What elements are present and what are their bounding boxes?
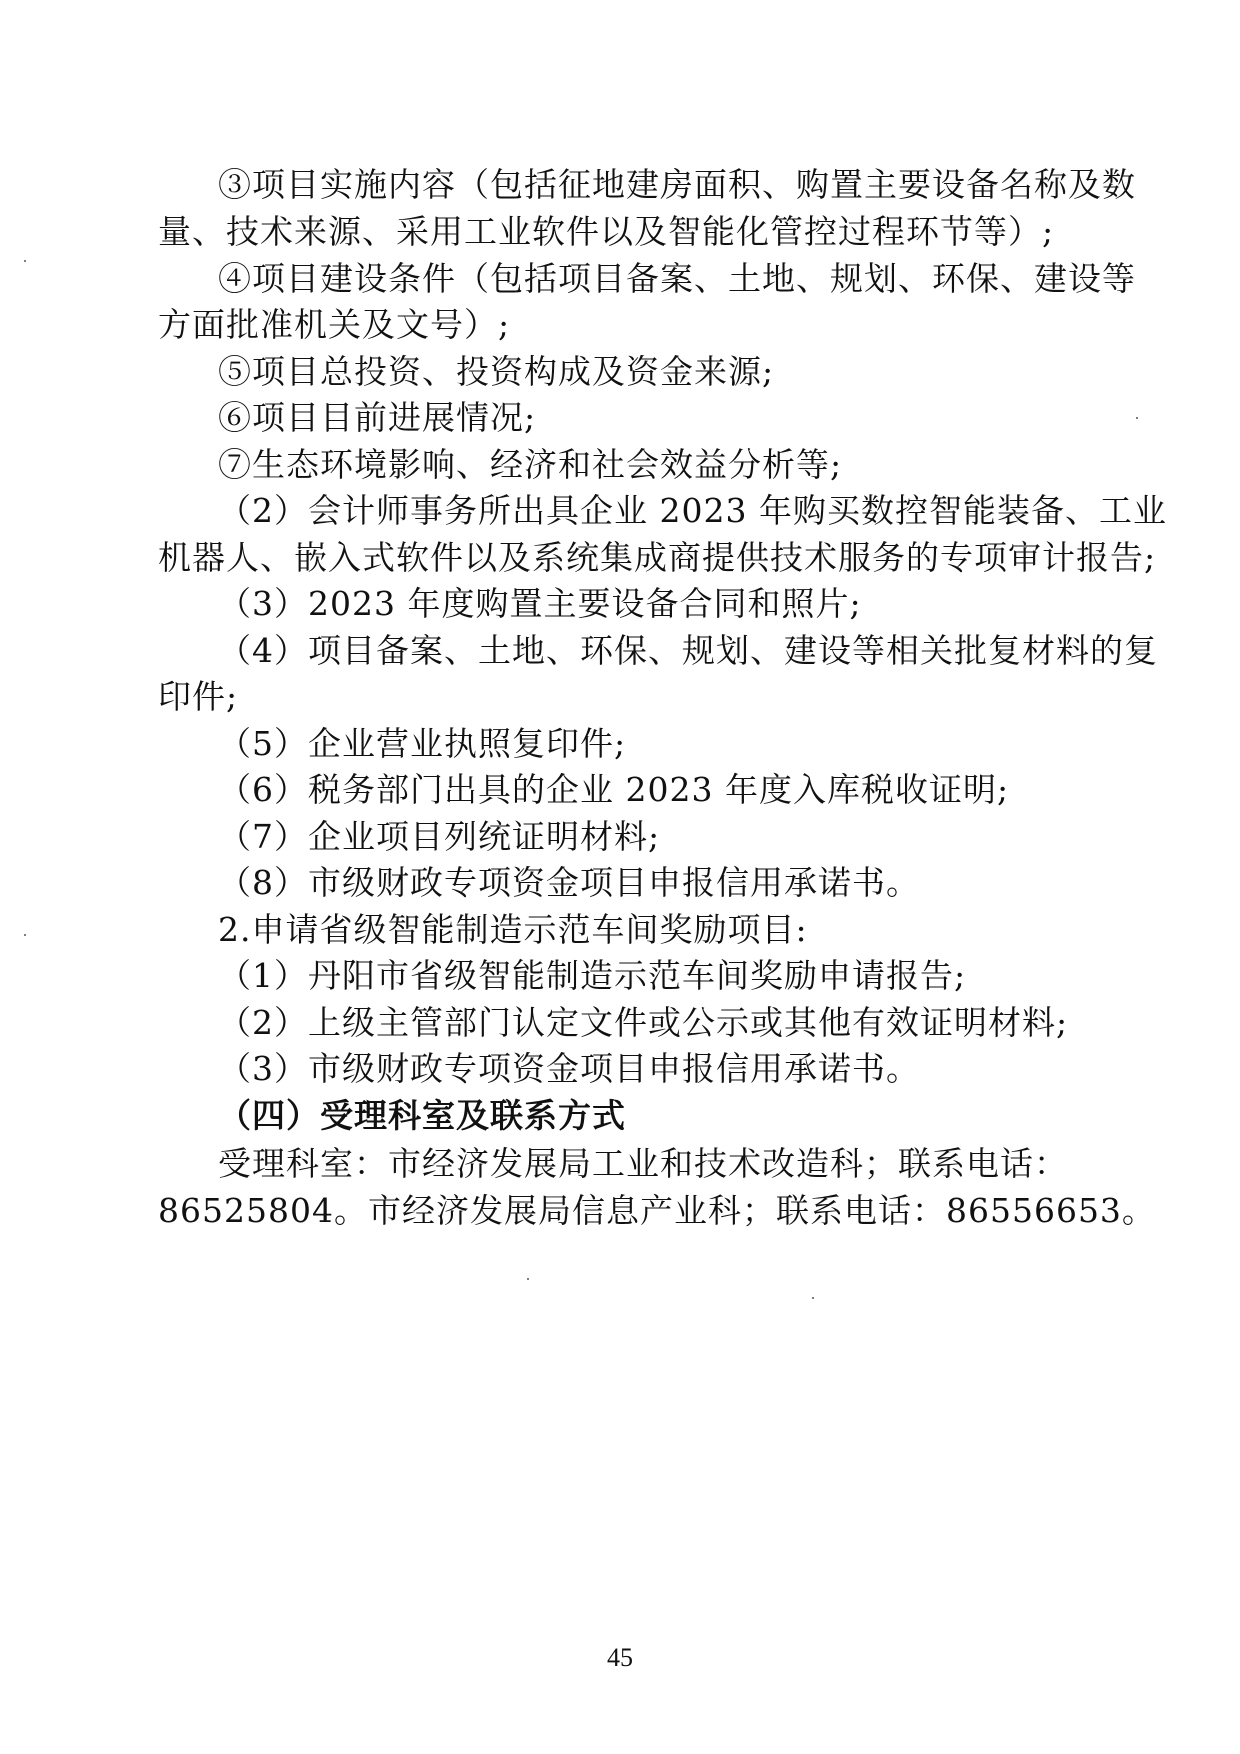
section-heading-contact: （四）受理科室及联系方式 (218, 1096, 626, 1135)
text-line-progress: ⑥项目目前进展情况; (218, 398, 537, 437)
text-line-workshop-application: （1）丹阳市省级智能制造示范车间奖励申请报告; (218, 956, 967, 995)
text-line-project-content: ③项目实施内容（包括征地建房面积、购置主要设备名称及数 (218, 165, 1136, 204)
text-line-approval-materials-cont: 印件; (158, 677, 239, 716)
text-line-project-content-cont: 量、技术来源、采用工业软件以及智能化管控过程环节等）; (158, 212, 1055, 251)
text-line-approval-materials: （4）项目备案、土地、环保、规划、建设等相关批复材料的复 (218, 631, 1158, 670)
text-line-department-contact: 受理科室：市经济发展局工业和技术改造科；联系电话： (218, 1144, 1068, 1183)
text-line-construction-conditions-cont: 方面批准机关及文号）; (158, 305, 511, 344)
scan-speck (1136, 417, 1138, 419)
text-line-section-2-heading: 2.申请省级智能制造示范车间奖励项目: (218, 910, 808, 949)
text-line-statistics-proof: （7）企业项目列统证明材料; (218, 817, 661, 856)
text-line-total-investment: ⑤项目总投资、投资构成及资金来源; (218, 352, 775, 391)
text-line-phone-numbers: 86525804。市经济发展局信息产业科；联系电话：86556653。 (158, 1191, 1156, 1230)
text-line-audit-report: （2）会计师事务所出具企业 2023 年购买数控智能装备、工业 (218, 491, 1167, 530)
text-line-equipment-contracts: （3）2023 年度购置主要设备合同和照片; (218, 584, 862, 623)
text-line-credit-commitment: （8）市级财政专项资金项目申报信用承诺书。 (218, 863, 920, 902)
scan-speck (24, 934, 26, 936)
text-line-credit-commitment-2: （3）市级财政专项资金项目申报信用承诺书。 (218, 1049, 920, 1088)
scan-speck (527, 1278, 529, 1280)
text-line-business-license: （5）企业营业执照复印件; (218, 724, 627, 763)
text-line-construction-conditions: ④项目建设条件（包括项目备案、土地、规划、环保、建设等 (218, 259, 1136, 298)
scan-speck (24, 260, 26, 262)
page-number: 45 (607, 1643, 633, 1672)
scan-speck (812, 1297, 814, 1299)
text-line-certification-documents: （2）上级主管部门认定文件或公示或其他有效证明材料; (218, 1003, 1069, 1042)
text-line-tax-certificate: （6）税务部门出具的企业 2023 年度入库税收证明; (218, 770, 1010, 809)
text-line-ecology-analysis: ⑦生态环境影响、经济和社会效益分析等; (218, 445, 843, 484)
text-line-audit-report-cont: 机器人、嵌入式软件以及系统集成商提供技术服务的专项审计报告; (158, 538, 1157, 577)
